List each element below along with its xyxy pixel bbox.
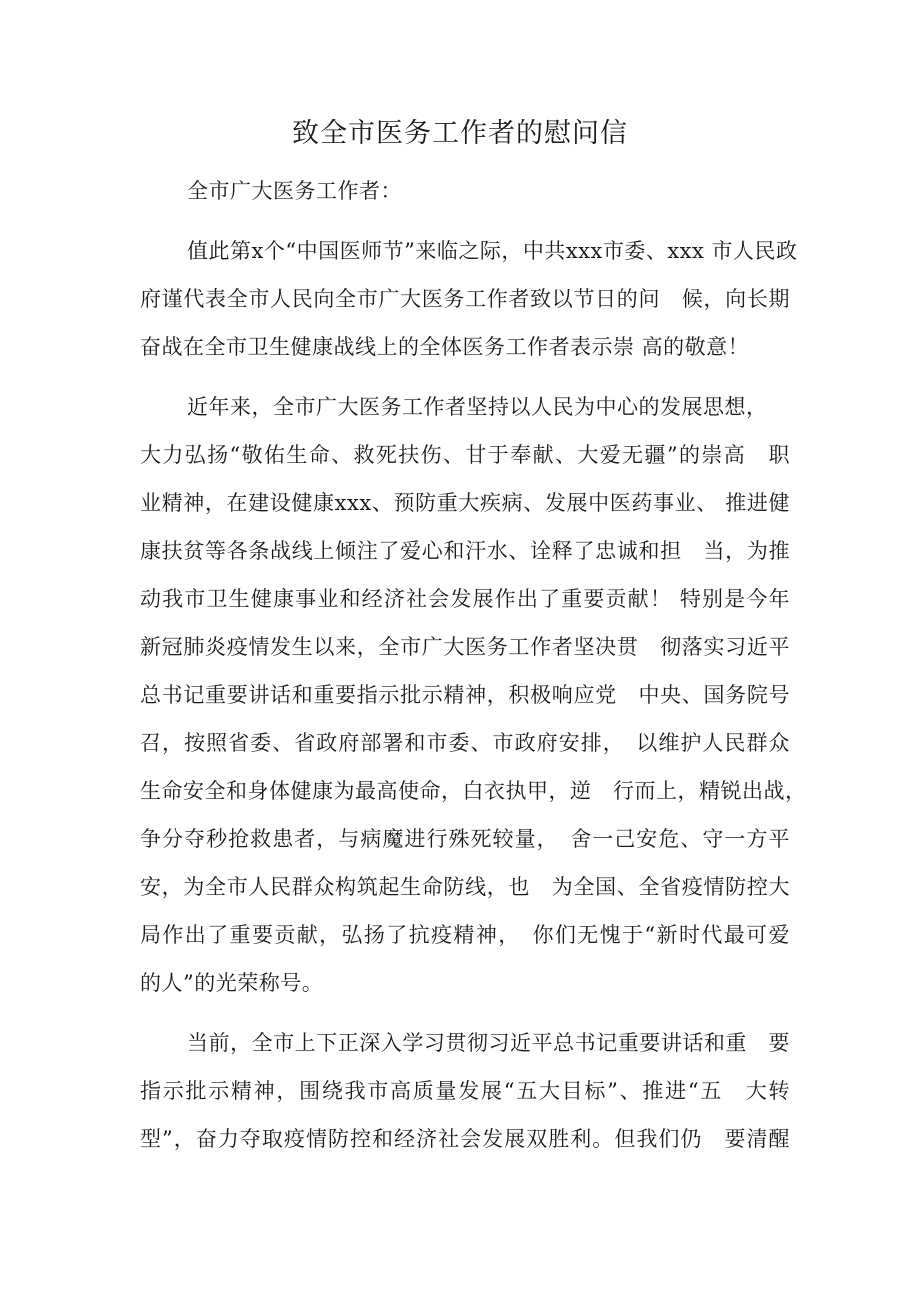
paragraph-2-line-13: 的人”的光荣称号。: [140, 971, 324, 995]
paragraph-2-line-5: 动我市卫生健康事业和经济社会发展作出了重要贡献！ 特别是今年: [140, 587, 790, 611]
paragraph-3-line-2: 指示批示精神，围绕我市高质量发展“五大目标”、推进“五 大转: [140, 1079, 790, 1103]
paragraph-2-line-3: 业精神，在建设健康xxx、预防重大疾病、发展中医药事业、 推进健: [140, 491, 790, 515]
paragraph-2-line-2: 大力弘扬“敬佑生命、救死扶伤、甘于奉献、大爱无疆”的崇高 职: [140, 443, 790, 467]
paragraph-3-line-3: 型”，奋力夺取疫情防控和经济社会发展双胜利。但我们仍 要清醒: [140, 1127, 790, 1151]
paragraph-1-line-2: 府谨代表全市人民向全市广大医务工作者致以节日的问 候，向长期: [140, 287, 790, 311]
paragraph-2-line-4: 康扶贫等各条战线上倾注了爱心和汗水、诠释了忠诚和担 当，为推: [140, 539, 790, 563]
paragraph-2-line-8: 召，按照省委、省政府部署和市委、市政府安排， 以维护人民群众: [140, 731, 790, 755]
salutation: 全市广大医务工作者：: [187, 179, 402, 203]
paragraph-3-line-1: 当前，全市上下正深入学习贯彻习近平总书记重要讲话和重 要: [187, 1031, 790, 1055]
paragraph-2-line-1: 近年来，全市广大医务工作者坚持以人民为中心的发展思想，: [187, 395, 768, 419]
page-title: 致全市医务工作者的慰问信: [292, 118, 628, 149]
paragraph-2-line-12: 局作出了重要贡献，弘扬了抗疫精神， 你们无愧于“新时代最可爱: [140, 923, 790, 947]
paragraph-2-line-6: 新冠肺炎疫情发生以来，全市广大医务工作者坚决贯 彻落实习近平: [140, 635, 790, 659]
paragraph-2-line-11: 安，为全市人民群众构筑起生命防线，也 为全国、全省疫情防控大: [140, 875, 790, 899]
paragraph-1-line-3: 奋战在全市卫生健康战线上的全体医务工作者表示崇 高的敬意！: [140, 335, 750, 359]
paragraph-2-line-7: 总书记重要讲话和重要指示批示精神，积极响应党 中央、国务院号: [140, 683, 790, 707]
paragraph-2-line-9: 生命安全和身体健康为最高使命，白衣执甲，逆 行而上，精锐出战，: [140, 779, 807, 803]
paragraph-2-line-10: 争分夺秒抢救患者，与病魔进行殊死较量， 舍一己安危、守一方平: [140, 827, 790, 851]
paragraph-1-line-1: 值此第x个“中国医师节”来临之际，中共xxx市委、xxx 市人民政: [187, 239, 798, 263]
